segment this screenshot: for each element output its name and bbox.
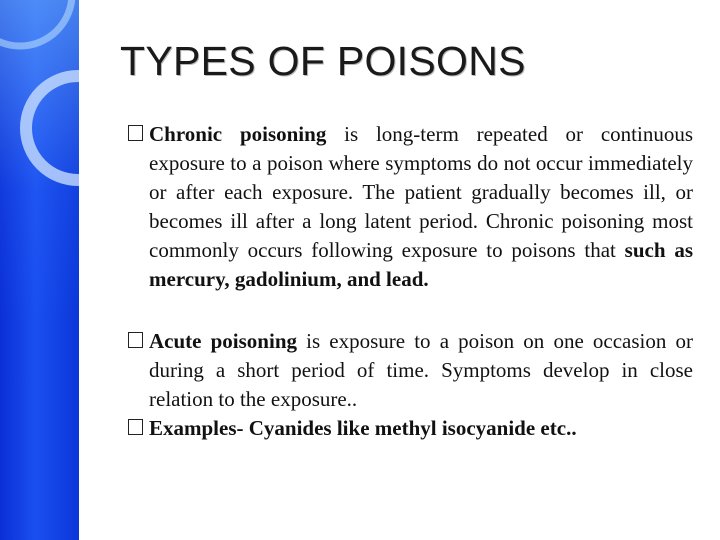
slide-title: TYPES OF POISONS xyxy=(120,38,526,84)
bullet-text: is long-term repeated or continuous exposure to a poison where symptoms do not occur immediately or after each exposure. The patient gradually becomes ill, or becomes ill after a long latent period. Chronic poisoning most commonly occurs following exposure to poisons that xyxy=(149,122,694,262)
decorative-ring-middle xyxy=(26,76,79,180)
decorative-side-band xyxy=(0,0,79,540)
bullet-bold-lead: Chronic poisoning xyxy=(149,122,327,146)
bullet-box-icon xyxy=(128,419,143,435)
bullet-bold-lead: Examples- Cyanides like methyl isocyanide etc.. xyxy=(149,416,577,440)
bullet-bold-tail: such as mercury, gadolinium, and lead. xyxy=(149,238,693,291)
bullet-bold-lead: Acute poisoning xyxy=(149,329,297,353)
bullet-chronic-poisoning xyxy=(128,120,693,294)
bullet-acute-poisoning xyxy=(128,327,693,414)
bullet-box-icon xyxy=(128,125,143,141)
bullet-text: is exposure to a poison on one occasion or during a short period of time. Symptoms develop in close relation to the exposure.. xyxy=(149,329,693,411)
bullet-examples xyxy=(128,414,693,443)
bullet-box-icon xyxy=(128,332,143,348)
bullet-list xyxy=(128,120,693,443)
decorative-circles xyxy=(0,0,79,540)
decorative-ring-top xyxy=(0,0,72,46)
